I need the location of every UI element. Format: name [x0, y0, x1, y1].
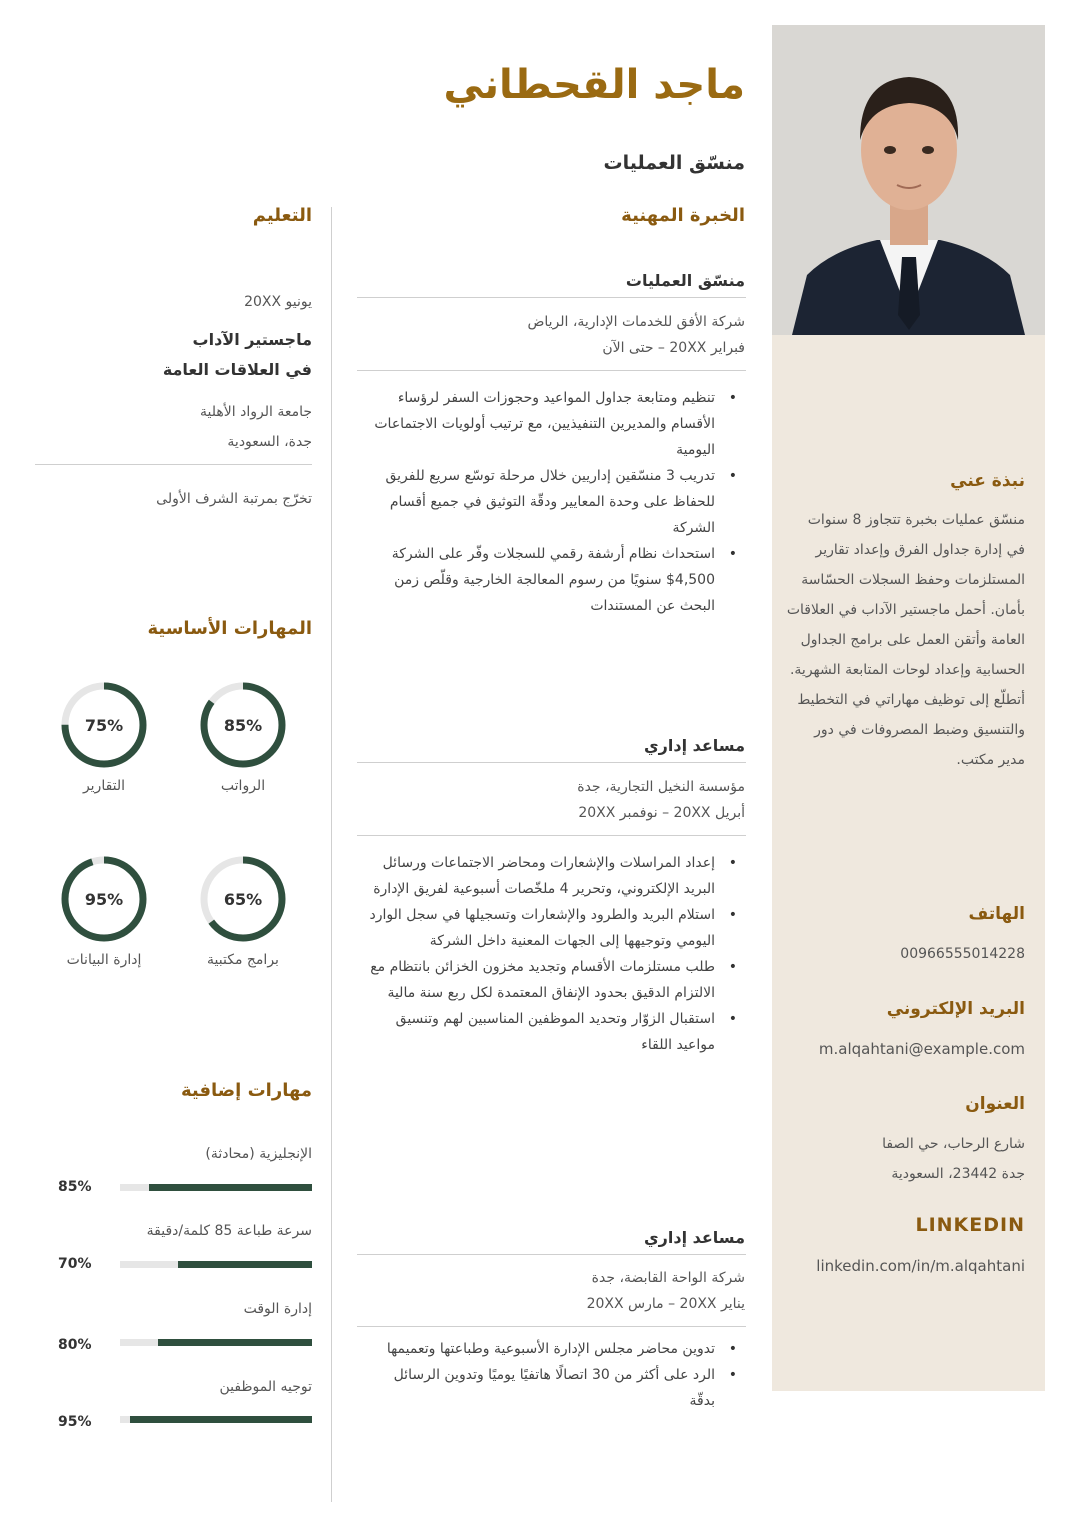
education-school: جامعة الرواد الأهلية: [200, 404, 312, 420]
core-skill: [49, 854, 159, 968]
phone-heading: الهاتف: [968, 904, 1025, 924]
core-skill: [188, 854, 298, 968]
education-date: يونيو 20XX: [244, 294, 312, 310]
profile-photo: [772, 25, 1045, 335]
skill-percent: 95%: [58, 1414, 92, 1430]
donut-value: 75%: [84, 716, 124, 735]
donut-chart: [198, 680, 288, 770]
job-3-dates: يناير 20XX – مارس 20XX: [586, 1296, 745, 1312]
skill-bar-fill: [149, 1184, 312, 1191]
skill-bar: [120, 1416, 312, 1423]
about-heading: نبذة عني: [950, 471, 1025, 491]
skill-name: إدارة الوقت: [243, 1301, 312, 1317]
portrait-illustration: [772, 25, 1045, 335]
job-3-bullets: [365, 1336, 745, 1414]
address-line-1: شارع الرحاب، حي الصفا: [882, 1136, 1025, 1152]
list-item: • تنظيم ومتابعة جداول المواعيد وحجوزات السفر لرؤساء الأقسام والمديرين التنفيذيين، مع ترتيب أولويات الاجتماعات اليومية: [365, 385, 715, 463]
skill-name: توجيه الموظفين: [219, 1379, 312, 1395]
column-divider: [331, 207, 332, 1502]
list-item: • طلب مستلزمات الأقسام وتجديد مخزون الخزائن بانتظام مع الالتزام الدقيق بحدود الإنفاق المعتمدة لكل ربع سنة مالية: [365, 954, 715, 1006]
person-title: منسّق العمليات: [603, 152, 745, 174]
donut-chart: [59, 680, 149, 770]
core-skill: [188, 680, 298, 794]
donut-label: إدارة البيانات: [66, 952, 142, 968]
divider: [357, 1326, 746, 1327]
job-1-dates: فبراير 20XX – حتى الآن: [602, 340, 745, 356]
skill-name: الإنجليزية (محادثة): [205, 1146, 312, 1162]
address-line-2: جدة 23442، السعودية: [891, 1166, 1025, 1182]
skill-percent: 85%: [58, 1179, 92, 1195]
person-name: ماجد القحطاني: [443, 62, 745, 108]
divider: [357, 370, 746, 371]
skill-bar-fill: [158, 1339, 312, 1346]
linkedin-value[interactable]: linkedin.com/in/m.alqahtani: [816, 1257, 1025, 1275]
job-1-title: منسّق العمليات: [625, 271, 745, 290]
divider: [357, 762, 746, 763]
list-item: • الرد على أكثر من 30 اتصالًا هاتفيًا يوميًا وتدوين الرسائل بدقّة: [365, 1362, 715, 1414]
divider: [35, 464, 312, 465]
job-1-bullets: [365, 385, 745, 619]
list-item: • استلام البريد والطرود والإشعارات وتسجيلها في سجل الوارد اليومي وتوجيهها إلى الجهات المعنية داخل الشركة: [365, 902, 715, 954]
sidebar: [772, 25, 1045, 1391]
phone-value[interactable]: 00966555014228: [900, 946, 1025, 962]
job-2-company: مؤسسة النخيل التجارية، جدة: [577, 779, 745, 795]
education-degree-2: في العلاقات العامة: [162, 360, 312, 379]
skill-bar: [120, 1261, 312, 1268]
email-heading: البريد الإلكتروني: [886, 999, 1025, 1019]
job-3-company: شركة الواحة القابضة، جدة: [591, 1270, 745, 1286]
list-item: • تدريب 3 منسّقين إداريين خلال مرحلة توسّع سريع للفريق للحفاظ على وحدة المعايير ودقّة التوثيق في جميع أقسام الشركة: [365, 463, 715, 541]
experience-heading: الخبرة المهنية: [621, 205, 745, 226]
donut-value: 65%: [223, 890, 263, 909]
education-heading: التعليم: [252, 205, 312, 226]
donut-label: الرواتب: [220, 778, 266, 794]
donut-label: التقارير: [82, 778, 126, 794]
donut-chart: [198, 854, 288, 944]
job-2-dates: أبريل 20XX – نوفمبر 20XX: [578, 805, 745, 821]
donut-chart: [59, 854, 149, 944]
list-item: • تدوين محاضر مجلس الإدارة الأسبوعية وطباعتها وتعميمها: [365, 1336, 715, 1362]
skill-bar: [120, 1339, 312, 1346]
education-honors: تخرّج بمرتبة الشرف الأولى: [156, 491, 312, 507]
education-degree-1: ماجستير الآداب: [192, 330, 312, 349]
divider: [357, 297, 746, 298]
skill-percent: 70%: [58, 1256, 92, 1272]
skill-percent: 80%: [58, 1337, 92, 1353]
job-1-company: شركة الأفق للخدمات الإدارية، الرياض: [527, 314, 745, 330]
skill-bar-fill: [178, 1261, 312, 1268]
extra-skills-heading: مهارات إضافية: [180, 1080, 312, 1101]
donut-value: 95%: [84, 890, 124, 909]
skill-name: سرعة طباعة 85 كلمة/دقيقة: [146, 1223, 312, 1239]
address-heading: العنوان: [965, 1094, 1025, 1114]
job-2-bullets: [365, 850, 745, 1058]
about-text: منسّق عمليات بخبرة تتجاوز 8 سنوات في إدارة جداول الفرق وإعداد تقارير المستلزمات وحفظ السجلات الحسّاسة بأمان. أحمل ماجستير الآداب في العلاقات العامة وأتقن العمل على برامج الجداول الحسابية وإعداد لوحات المتابعة الشهرية. أتطلّع إلى توظيف مهاراتي في التخطيط والتنسيق وضبط المصروفات في دور مدير مكتب.: [786, 512, 1025, 768]
divider: [357, 1254, 746, 1255]
core-skill: [49, 680, 159, 794]
donut-value: 85%: [223, 716, 263, 735]
skill-bar-fill: [130, 1416, 312, 1423]
list-item: • استقبال الزوّار وتحديد الموظفين المناسبين لهم وتنسيق مواعيد اللقاء: [365, 1006, 715, 1058]
core-skills-heading: المهارات الأساسية: [147, 618, 312, 639]
divider: [357, 835, 746, 836]
linkedin-heading: LINKEDIN: [915, 1214, 1025, 1236]
donut-label: برامج مكتبية: [207, 952, 279, 968]
list-item: • استحداث نظام أرشفة رقمي للسجلات وفّر على الشركة 4,500$ سنويًا من رسوم المعالجة الخارجية وقلّص زمن البحث عن المستندات: [365, 541, 715, 619]
job-3-title: مساعد إداري: [644, 1228, 745, 1247]
list-item: • إعداد المراسلات والإشعارات ومحاضر الاجتماعات ورسائل البريد الإلكتروني، وتحرير 4 ملخّصات أسبوعية لفريق الإدارة: [365, 850, 715, 902]
email-value[interactable]: m.alqahtani@example.com: [818, 1040, 1025, 1058]
skill-bar: [120, 1184, 312, 1191]
job-2-title: مساعد إداري: [644, 736, 745, 755]
education-location: جدة، السعودية: [227, 434, 312, 450]
